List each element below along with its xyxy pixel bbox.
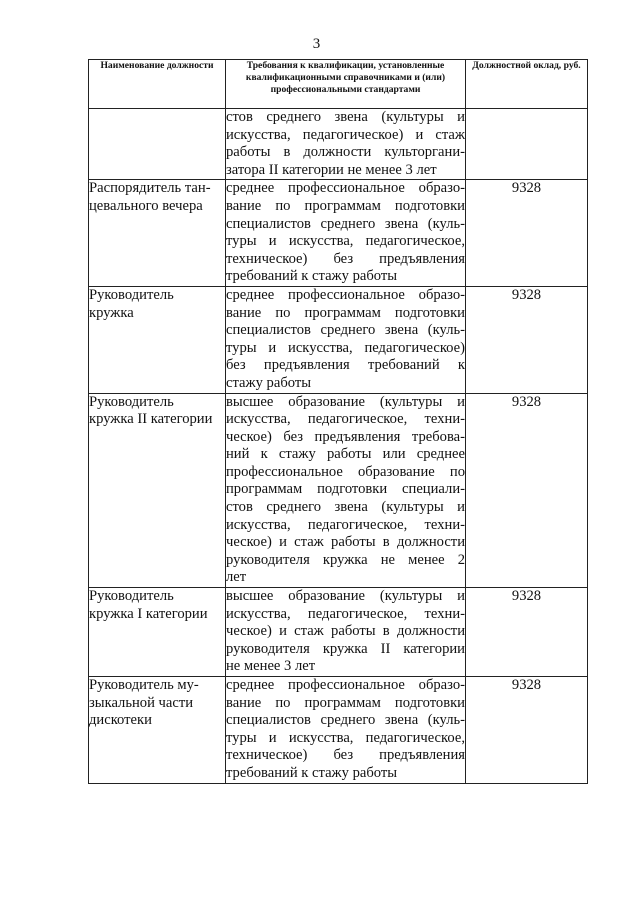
salary-cell: 9328	[466, 588, 588, 677]
requirements-line: руководителя кружка II категории	[226, 640, 465, 657]
requirements-line: искусства, педагогическое) и стаж	[226, 126, 465, 143]
requirements-line: требований к стажу работы	[226, 268, 398, 285]
requirements-line: ний к стажу работы или среднее	[226, 446, 465, 463]
requirements-cell	[226, 286, 466, 393]
position-line: Руководитель	[89, 588, 174, 605]
requirements-line: специалистов среднего звена (куль-	[226, 712, 465, 729]
salary-cell: 9328	[466, 180, 588, 287]
table-header-row	[89, 60, 588, 109]
salary-cell	[466, 109, 588, 180]
salary-cell: 9328	[466, 677, 588, 784]
position-line: Руководитель	[89, 286, 174, 303]
requirements-line: искусства, педагогическое, техни-	[226, 516, 465, 533]
requirements-cell	[226, 677, 466, 784]
requirements-line: затора II категории не менее 3 лет	[226, 161, 437, 178]
requirements-line: вание по программам подготовки	[226, 694, 465, 711]
requirements-line: без предъявления требований к	[226, 357, 465, 374]
table-row	[89, 393, 588, 588]
requirements-line: стов среднего звена (культуры и	[226, 109, 465, 125]
header-salary: Должностной оклад, руб.	[466, 60, 588, 109]
position-cell	[89, 677, 226, 784]
requirements-line: среднее профессиональное образо-	[226, 286, 465, 303]
qualification-table	[88, 59, 588, 784]
position-line: Руководитель му-	[89, 677, 199, 693]
requirements-line: ческое) и стаж работы в должности	[226, 534, 465, 551]
requirements-line: техническое) без предъявления	[226, 250, 465, 267]
table-row	[89, 677, 588, 784]
requirements-line: лет	[226, 569, 247, 586]
requirements-cell	[226, 180, 466, 287]
requirements-line: профессиональное образование по	[226, 463, 465, 480]
requirements-line: требований к стажу работы	[226, 764, 398, 781]
position-cell	[89, 286, 226, 393]
requirements-line: искусства, педагогическое, техни-	[226, 605, 465, 622]
position-line: Руководитель	[89, 393, 174, 410]
requirements-cell	[226, 109, 466, 180]
position-line: дискотеки	[89, 712, 152, 729]
table-row	[89, 109, 588, 180]
position-cell	[89, 393, 226, 588]
requirements-line: туры и искусства, педагогическое,	[226, 233, 465, 250]
requirements-line: ческое) и стаж работы в должности	[226, 623, 465, 640]
requirements-cell	[226, 588, 466, 677]
requirements-line: специалистов среднего звена (куль-	[226, 215, 465, 232]
table-row	[89, 588, 588, 677]
requirements-cell	[226, 393, 466, 588]
position-line: кружка	[89, 304, 134, 321]
requirements-line: ческое) без предъявления требова-	[226, 428, 465, 445]
requirements-line: стажу работы	[226, 374, 312, 391]
position-cell	[89, 588, 226, 677]
salary-cell: 9328	[466, 286, 588, 393]
table-row	[89, 286, 588, 393]
header-requirements: Требования к квалификации, установленные квалификационными справочниками и (или) профессиональными стандартами	[226, 60, 466, 109]
header-position: Наименование должности	[89, 60, 226, 109]
requirements-line: не менее 3 лет	[226, 658, 316, 675]
requirements-line: туры и искусства, педагогическое)	[226, 339, 465, 356]
requirements-line: вание по программам подготовки	[226, 197, 465, 214]
requirements-line: среднее профессиональное образо-	[226, 180, 465, 197]
requirements-line: высшее образование (культуры и	[226, 393, 465, 410]
page-number: 3	[312, 36, 321, 52]
table-row	[89, 180, 588, 287]
requirements-line: специалистов среднего звена (куль-	[226, 322, 465, 339]
requirements-line: стов среднего звена (культуры и	[226, 499, 465, 516]
position-line: зыкальной части	[89, 694, 194, 711]
requirements-line: туры и искусства, педагогическое,	[226, 729, 465, 746]
requirements-line: высшее образование (культуры и	[226, 588, 465, 605]
salary-cell: 9328	[466, 393, 588, 588]
position-line: Распорядитель тан-	[89, 180, 211, 197]
requirements-line: вание по программам подготовки	[226, 304, 465, 321]
position-cell	[89, 180, 226, 287]
requirements-line: искусства, педагогическое, техни-	[226, 411, 465, 428]
position-line: цевального вечера	[89, 197, 203, 214]
requirements-line: руководителя кружка не менее 2	[226, 551, 465, 568]
requirements-line: техническое) без предъявления	[226, 747, 465, 764]
requirements-line: программам подготовки специали-	[226, 481, 465, 498]
position-cell	[89, 109, 226, 180]
requirements-line: среднее профессиональное образо-	[226, 677, 465, 693]
position-line: кружка I категории	[89, 605, 208, 622]
position-line: кружка II категории	[89, 411, 213, 428]
requirements-line: работы в должности культоргани-	[226, 144, 465, 161]
